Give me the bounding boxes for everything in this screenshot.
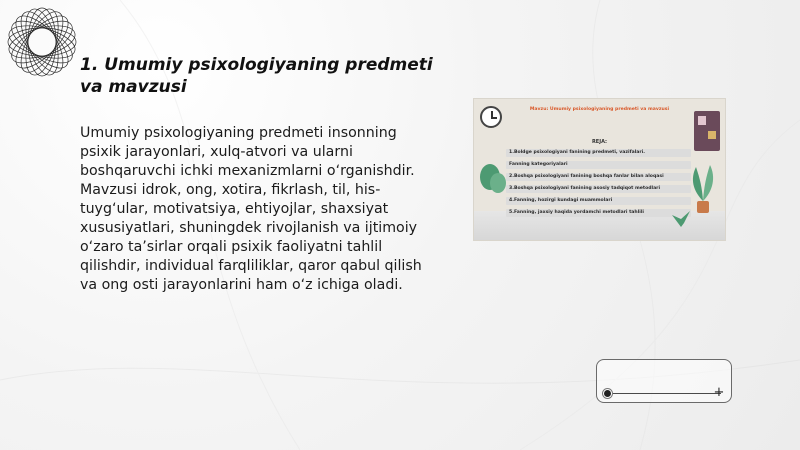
slide-title: 1. Umumiy psixologiyaning predmeti va mavzusi [80, 55, 433, 97]
plant-right-icon [688, 161, 718, 217]
plant-left-icon [478, 161, 508, 201]
list-item: 1.Boldge psixologiyani fanining predmeti, vazifalari. [506, 149, 691, 157]
slide-thumbnail-image [474, 99, 725, 240]
slide-body: Umumiy psixologiyaning predmeti insonning psixik jarayonlari, xulq-atvori va ularni boshqaruvchi ichki mexanizmlarni o‘rganishdir. Mavzusi idrok, ong, xotira, fikrlash, til, his-tuyg‘ular, motivatsiya, ehtiyojlar, shaxsiyat xususiyatlari, shuningdek rivojlanish va ijtimoiy o‘zaro ta’sirlar orqali psixik faoliyatni tahlil qilishdir, individual farqliliklar, qaror qabul qilish va ong osti jarayonlarini ham o‘z ichiga oladi. [80, 125, 422, 293]
dot-icon[interactable] [604, 390, 611, 397]
list-item: 2.Boshqa psixologiyani fanining boshqa fanlar bilan aloqasi [506, 173, 691, 181]
thumbnail-heading: Mavzu: Umumiy psixologiyaning predmeti va mavzusi [529, 107, 670, 112]
progress-track[interactable] [608, 393, 721, 394]
thumbnail-plan-list [506, 149, 691, 221]
plant-small-icon [670, 207, 692, 229]
list-item: 4.Fanning, hozirgi kundagi muammolari [506, 197, 691, 205]
pinboard-icon [694, 111, 720, 151]
media-player-widget[interactable] [596, 359, 732, 403]
plus-icon[interactable]: + [713, 385, 725, 400]
spirograph-icon [4, 4, 80, 80]
list-item: Fanning kategoriyalari [506, 161, 691, 169]
list-item: 5.Fanning, jaxsiy haqida yordamchi metodlari tahlili [506, 209, 691, 217]
thumbnail-plan-label: REJA: [591, 139, 608, 145]
clock-icon [480, 106, 502, 128]
list-item: 3.Boshqa psixologiyani fanining asosiy tadqiqot metodlari [506, 185, 691, 193]
